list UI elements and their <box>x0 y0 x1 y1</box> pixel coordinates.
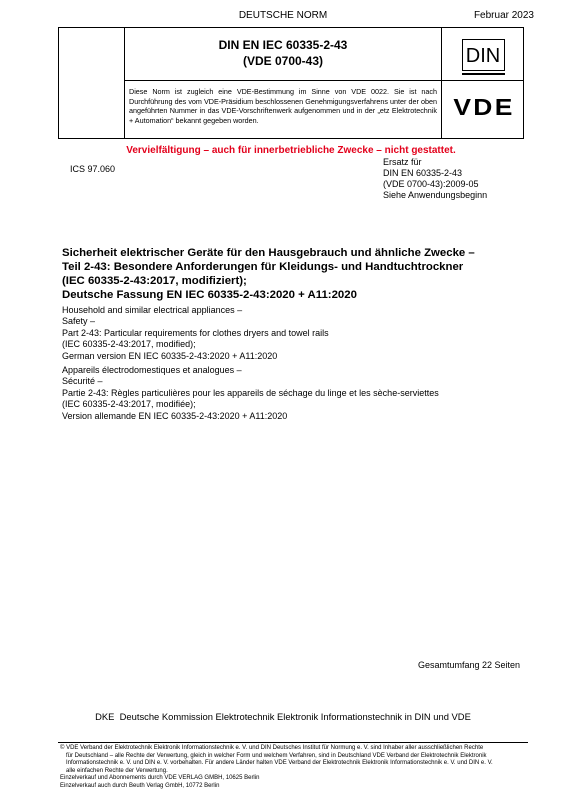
title-german-line: Sicherheit elektrischer Geräte für den Hausgebrauch und ähnliche Zwecke – <box>62 247 475 259</box>
footer-line: Informationstechnik e. V. und DIN e. V. vorbehalten. Für andere Länder halten VDE Verband der Elektrotechnik Elektronik Informationstechnik e. V. und DIN e. V. <box>66 760 493 767</box>
ics-code: ICS 97.060 <box>70 164 116 174</box>
title-english-line: (IEC 60335-2-43:2017, modified); <box>62 339 196 350</box>
title-french-line: Appareils électrodomestiques et analogues – <box>62 365 242 375</box>
vde-logo: VDE <box>453 94 515 120</box>
standard-number: DIN EN IEC 60335-2-43 <box>218 38 348 52</box>
title-german-line: (IEC 60335-2-43:2017, modifiziert); <box>62 275 247 287</box>
footer-line: Einzelverkauf und Abonnements durch VDE VERLAG GMBH, 10625 Berlin <box>60 775 260 782</box>
title-english-line: German version EN IEC 60335-2-43:2020 + A11:2020 <box>62 350 278 361</box>
svg-text:DIN: DIN <box>465 45 501 67</box>
replacement-line: Siehe Anwendungsbeginn <box>383 190 488 200</box>
footer-rule <box>58 742 528 743</box>
document-type: DEUTSCHE NORM <box>238 10 328 21</box>
title-english-line: Part 2-43: Particular requirements for clothes dryers and towel rails <box>62 327 329 338</box>
reproduction-notice: Vervielfältigung – auch für innerbetriebliche Zwecke – nicht gestattet. <box>126 145 456 156</box>
din-logo <box>462 39 505 71</box>
title-german-line: Deutsche Fassung EN IEC 60335-2-43:2020 + A11:2020 <box>62 289 357 301</box>
title-french-line: (IEC 60335-2-43:2017, modifiée); <box>62 399 196 410</box>
title-box-divider-horizontal <box>124 80 524 81</box>
footer-line: © VDE Verband der Elektrotechnik Elektronik Informationstechnik e. V. und DIN Deutsches Institut für Normung e. V. sind Inhaber aller ausschließlichen Rechte <box>60 745 484 751</box>
footer-line: Einzelverkauf auch durch Beuth Verlag GmbH, 10772 Berlin <box>60 782 220 789</box>
replacement-line: Ersatz für <box>383 157 422 167</box>
title-german <box>62 246 532 302</box>
title-english <box>62 305 532 362</box>
dke-line: DKE Deutsche Kommission Elektrotechnik Elektronik Informationstechnik in DIN und VDE <box>95 711 471 722</box>
publication-date: Februar 2023 <box>473 10 534 21</box>
copyright-footer <box>60 745 530 791</box>
title-french <box>62 365 532 422</box>
footer-line: für Deutschland – alle Rechte der Verwertung, gleich in welcher Form und welchem Verfahren, sind in Deutschland VDE Verband der Elektrotechnik Elektronik <box>66 752 487 759</box>
title-french-line: Partie 2-43: Règles particulières pour les appareils de séchage du linge et les sèche-serviettes <box>62 387 439 398</box>
title-english-line: Safety – <box>62 316 96 327</box>
vde-number: (VDE 0700-43) <box>242 54 324 68</box>
title-english-line: Household and similar electrical appliances – <box>62 305 243 315</box>
replacement-info <box>383 157 487 201</box>
title-german-line: Teil 2-43: Besondere Anforderungen für Kleidungs- und Handtuchtrockner <box>62 261 464 273</box>
total-pages: Gesamtumfang 22 Seiten <box>417 660 520 670</box>
intro-text: Diese Norm ist zugleich eine VDE-Bestimmung im Sinne von VDE 0022. Sie ist nach Durchführung des vom VDE-Präsidium beschlossenen Genehmigungsverfahrens unter der oben angeführten Nummer in das VDE-Vorschriftenwerk aufgenommen und in der „etz Elektrotechnik + Automation“ bekannt gegeben worden. <box>129 87 437 125</box>
replacement-line: DIN EN 60335-2-43 <box>383 168 463 178</box>
title-french-line: Sécurité – <box>62 376 103 387</box>
din-logo-underline <box>462 73 505 75</box>
footer-line: alle einfachen Rechte der Verwertung. <box>66 767 168 774</box>
title-box-divider-right <box>441 27 442 139</box>
replacement-line: (VDE 0700-43):2009-05 <box>383 179 479 189</box>
title-french-line: Version allemande EN IEC 60335-2-43:2020 + A11:2020 <box>62 410 288 421</box>
din-logo-mark <box>463 40 503 69</box>
